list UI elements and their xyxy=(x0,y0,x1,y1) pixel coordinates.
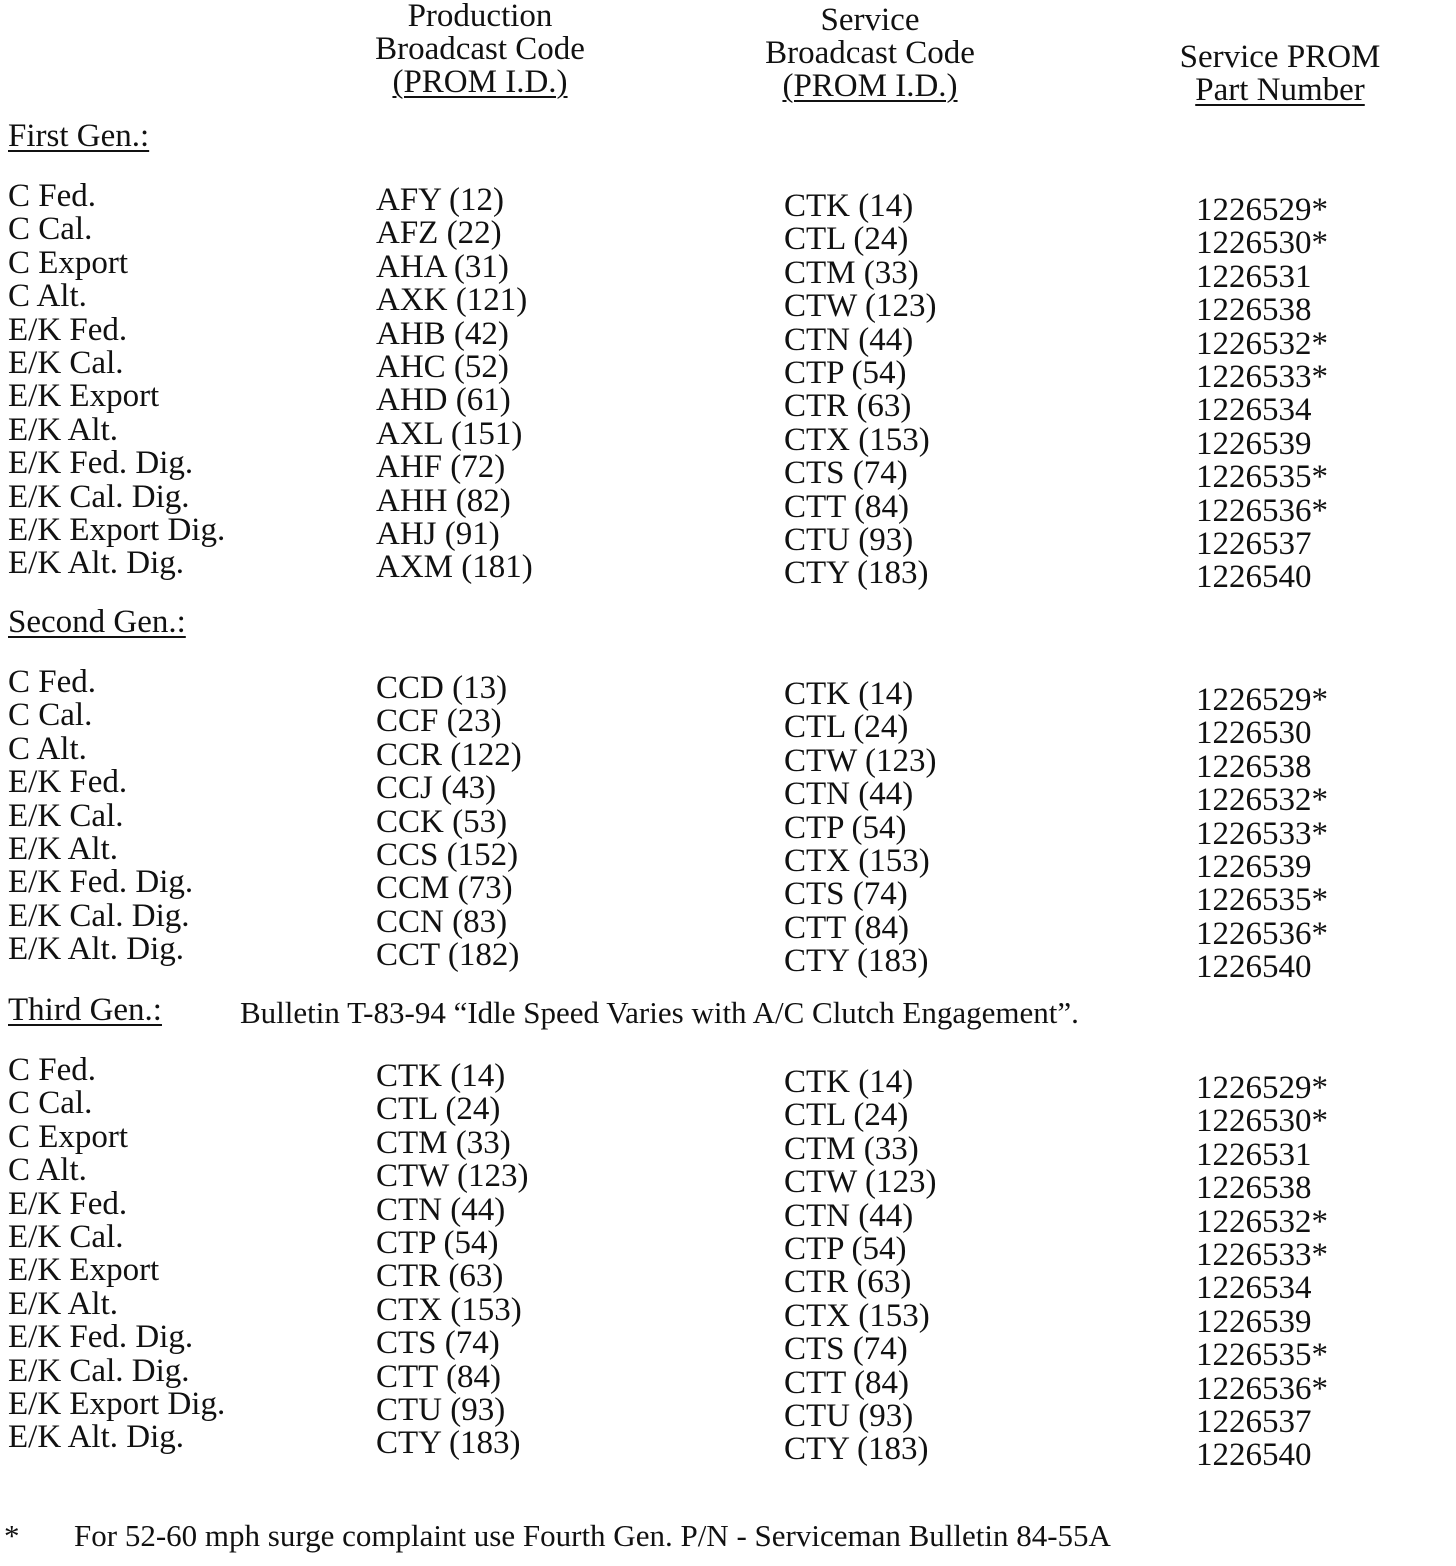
cell-production-code: CTK (14) xyxy=(376,1058,506,1094)
cell-application: E/K Export xyxy=(8,1252,160,1289)
cell-application: E/K Cal. xyxy=(8,797,124,834)
cell-application: E/K Fed. Dig. xyxy=(8,1319,194,1356)
cell-production-code: AXK (121) xyxy=(376,282,528,319)
cell-service-code: CTM (33) xyxy=(784,254,919,291)
cell-production-code: CCT (182) xyxy=(376,937,520,974)
header-service-broadcast-code xyxy=(750,4,990,103)
cell-service-code: CTY (183) xyxy=(784,943,929,980)
cell-part-number: 1226532* xyxy=(1196,325,1328,362)
cell-production-code: CCK (53) xyxy=(376,803,508,840)
cell-service-code: CTK (14) xyxy=(784,188,914,224)
cell-application: E/K Cal. Dig. xyxy=(8,897,190,934)
cell-part-number: 1226535* xyxy=(1196,1337,1328,1374)
column-production-code xyxy=(376,672,522,973)
cell-part-number: 1226533* xyxy=(1196,358,1328,395)
cell-application: C Fed. xyxy=(8,1052,97,1088)
cell-production-code: CTN (44) xyxy=(376,1191,506,1228)
cell-part-number: 1226531 xyxy=(1196,1136,1312,1173)
cell-production-code: CTY (183) xyxy=(376,1425,521,1462)
cell-application: C Cal. xyxy=(8,697,93,734)
cell-part-number: 1226539 xyxy=(1196,848,1312,885)
cell-production-code: CTS (74) xyxy=(376,1325,500,1362)
cell-part-number: 1226540 xyxy=(1196,559,1312,596)
cell-application: C Fed. xyxy=(8,664,97,700)
cell-production-code: CCS (152) xyxy=(376,836,519,873)
cell-production-code: CTT (84) xyxy=(376,1358,501,1395)
cell-service-code: CTX (153) xyxy=(784,421,930,458)
cell-production-code: AHB (42) xyxy=(376,315,509,352)
cell-application: E/K Fed. Dig. xyxy=(8,445,194,482)
cell-service-code: CTS (74) xyxy=(784,1331,908,1368)
cell-service-code: CTS (74) xyxy=(784,455,908,492)
cell-service-code: CTM (33) xyxy=(784,1130,919,1167)
cell-production-code: AXL (151) xyxy=(376,415,523,452)
cell-application: C Cal. xyxy=(8,1085,93,1122)
header-production-line1: Production xyxy=(407,0,553,34)
cell-part-number: 1226540 xyxy=(1196,949,1312,986)
cell-part-number: 1226540 xyxy=(1196,1437,1312,1474)
cell-application: E/K Fed. xyxy=(8,1185,128,1222)
cell-service-code: CTT (84) xyxy=(784,1364,909,1401)
cell-service-code: CTW (123) xyxy=(784,1164,937,1201)
cell-service-code: CTK (14) xyxy=(784,1064,914,1100)
cell-application: C Alt. xyxy=(8,730,87,767)
cell-service-code: CTP (54) xyxy=(784,809,907,846)
cell-production-code: AHF (72) xyxy=(376,449,506,486)
cell-part-number: 1226529* xyxy=(1196,682,1328,718)
cell-production-code: CTX (153) xyxy=(376,1291,522,1328)
cell-application: E/K Alt. xyxy=(8,1285,119,1322)
cell-service-code: CTY (183) xyxy=(784,1431,929,1468)
cell-production-code: CCR (122) xyxy=(376,736,522,773)
column-production-code xyxy=(376,184,533,585)
cell-production-code: AHH (82) xyxy=(376,482,511,519)
cell-application: E/K Export xyxy=(8,378,160,415)
cell-part-number: 1226534 xyxy=(1196,1270,1312,1307)
header-production-broadcast-code xyxy=(360,0,600,99)
cell-service-code: CTR (63) xyxy=(784,1264,912,1301)
cell-service-code: CTN (44) xyxy=(784,321,914,358)
cell-production-code: CTL (24) xyxy=(376,1091,501,1128)
header-part-line2: Part Number xyxy=(1195,72,1365,108)
section-label: Third Gen.: xyxy=(8,992,162,1028)
cell-production-code: AHC (52) xyxy=(376,348,509,385)
cell-production-code: CCN (83) xyxy=(376,903,508,940)
section-label: First Gen.: xyxy=(8,118,150,154)
cell-part-number: 1226534 xyxy=(1196,392,1312,429)
cell-service-code: CTW (123) xyxy=(784,742,937,779)
cell-application: E/K Cal. xyxy=(8,1218,124,1255)
cell-part-number: 1226533* xyxy=(1196,815,1328,852)
cell-part-number: 1226530* xyxy=(1196,225,1328,262)
cell-application: E/K Export Dig. xyxy=(8,511,226,548)
cell-application: C Export xyxy=(8,244,129,281)
cell-part-number: 1226532* xyxy=(1196,782,1328,819)
header-part-line1: Service PROM xyxy=(1179,39,1381,75)
column-application xyxy=(8,666,193,967)
cell-service-code: CTS (74) xyxy=(784,876,908,913)
cell-service-code: CTT (84) xyxy=(784,909,909,946)
cell-part-number: 1226533* xyxy=(1196,1236,1328,1273)
header-service-line1: Service xyxy=(820,2,920,38)
cell-service-code: CTX (153) xyxy=(784,1297,930,1334)
cell-production-code: CTU (93) xyxy=(376,1391,506,1428)
cell-service-code: CTP (54) xyxy=(784,1230,907,1267)
cell-application: E/K Alt. Dig. xyxy=(8,931,185,968)
cell-application: E/K Export Dig. xyxy=(8,1385,226,1422)
cell-production-code: AHJ (91) xyxy=(376,515,500,552)
cell-application: E/K Cal. Dig. xyxy=(8,478,190,515)
cell-application: C Cal. xyxy=(8,211,93,248)
cell-application: E/K Cal. Dig. xyxy=(8,1352,190,1389)
cell-service-code: CTU (93) xyxy=(784,1397,914,1434)
cell-part-number: 1226538 xyxy=(1196,292,1312,329)
cell-service-code: CTL (24) xyxy=(784,709,909,746)
cell-service-code: CTL (24) xyxy=(784,221,909,258)
footnote xyxy=(4,1516,1111,1556)
cell-application: E/K Fed. xyxy=(8,311,128,348)
cell-production-code: CCD (13) xyxy=(376,670,508,706)
cell-production-code: CTW (123) xyxy=(376,1158,529,1195)
column-part-number xyxy=(1196,1072,1328,1473)
cell-part-number: 1226536* xyxy=(1196,915,1328,952)
cell-service-code: CTW (123) xyxy=(784,288,937,325)
cell-service-code: CTN (44) xyxy=(784,776,914,813)
column-service-code xyxy=(784,1066,936,1467)
header-service-prom-part-number xyxy=(1165,41,1395,107)
header-production-line2: Broadcast Code xyxy=(375,31,585,67)
cell-part-number: 1226537 xyxy=(1196,525,1312,562)
cell-application: E/K Alt. Dig. xyxy=(8,545,185,582)
bulletin-note: Bulletin T-83-94 “Idle Speed Varies with A/C Clutch Engagement”. xyxy=(240,995,1079,1030)
cell-part-number: 1226530 xyxy=(1196,715,1312,752)
cell-service-code: CTX (153) xyxy=(784,842,930,879)
column-application xyxy=(8,1054,225,1455)
cell-production-code: AHA (31) xyxy=(376,248,509,285)
column-service-code xyxy=(784,678,936,979)
header-service-line3: (PROM I.D.) xyxy=(782,68,958,104)
cell-production-code: AHD (61) xyxy=(376,382,511,419)
cell-service-code: CTN (44) xyxy=(784,1197,914,1234)
column-part-number xyxy=(1196,684,1328,985)
cell-application: C Alt. xyxy=(8,1152,87,1189)
column-part-number xyxy=(1196,194,1328,595)
cell-part-number: 1226529* xyxy=(1196,1070,1328,1106)
footnote-text: For 52-60 mph surge complaint use Fourth Gen. P/N - Serviceman Bulletin 84-55A xyxy=(74,1518,1111,1553)
cell-service-code: CTT (84) xyxy=(784,488,909,525)
cell-production-code: AFZ (22) xyxy=(376,215,502,252)
cell-service-code: CTP (54) xyxy=(784,354,907,391)
cell-part-number: 1226538 xyxy=(1196,1170,1312,1207)
cell-production-code: CCM (73) xyxy=(376,870,513,907)
cell-part-number: 1226536* xyxy=(1196,1370,1328,1407)
cell-part-number: 1226538 xyxy=(1196,748,1312,785)
cell-service-code: CTR (63) xyxy=(784,388,912,425)
cell-application: E/K Fed. xyxy=(8,764,128,801)
cell-application: E/K Alt. Dig. xyxy=(8,1419,185,1456)
cell-application: E/K Cal. xyxy=(8,344,124,381)
cell-production-code: CTR (63) xyxy=(376,1258,504,1295)
cell-service-code: CTL (24) xyxy=(784,1097,909,1134)
cell-part-number: 1226536* xyxy=(1196,492,1328,529)
cell-service-code: CTK (14) xyxy=(784,676,914,712)
cell-application: E/K Alt. xyxy=(8,411,119,448)
column-production-code xyxy=(376,1060,528,1461)
cell-production-code: AXM (181) xyxy=(376,549,533,586)
header-production-line3: (PROM I.D.) xyxy=(392,64,568,100)
cell-production-code: CCF (23) xyxy=(376,703,502,740)
cell-production-code: AFY (12) xyxy=(376,182,505,218)
section-label: Second Gen.: xyxy=(8,604,186,640)
cell-service-code: CTY (183) xyxy=(784,555,929,592)
cell-application: C Export xyxy=(8,1118,129,1155)
cell-part-number: 1226530* xyxy=(1196,1103,1328,1140)
footnote-marker: * xyxy=(4,1518,20,1553)
cell-application: C Fed. xyxy=(8,178,97,214)
column-application xyxy=(8,180,225,581)
cell-part-number: 1226535* xyxy=(1196,882,1328,919)
cell-part-number: 1226531 xyxy=(1196,258,1312,295)
cell-part-number: 1226529* xyxy=(1196,192,1328,228)
cell-production-code: CCJ (43) xyxy=(376,770,497,807)
cell-application: E/K Alt. xyxy=(8,830,119,867)
column-service-code xyxy=(784,190,936,591)
cell-production-code: CTM (33) xyxy=(376,1124,511,1161)
cell-part-number: 1226535* xyxy=(1196,459,1328,496)
cell-application: C Alt. xyxy=(8,278,87,315)
cell-part-number: 1226532* xyxy=(1196,1203,1328,1240)
cell-service-code: CTU (93) xyxy=(784,521,914,558)
cell-production-code: CTP (54) xyxy=(376,1224,499,1261)
header-service-line2: Broadcast Code xyxy=(765,35,975,71)
cell-part-number: 1226539 xyxy=(1196,425,1312,462)
cell-part-number: 1226537 xyxy=(1196,1403,1312,1440)
cell-part-number: 1226539 xyxy=(1196,1303,1312,1340)
cell-application: E/K Fed. Dig. xyxy=(8,864,194,901)
